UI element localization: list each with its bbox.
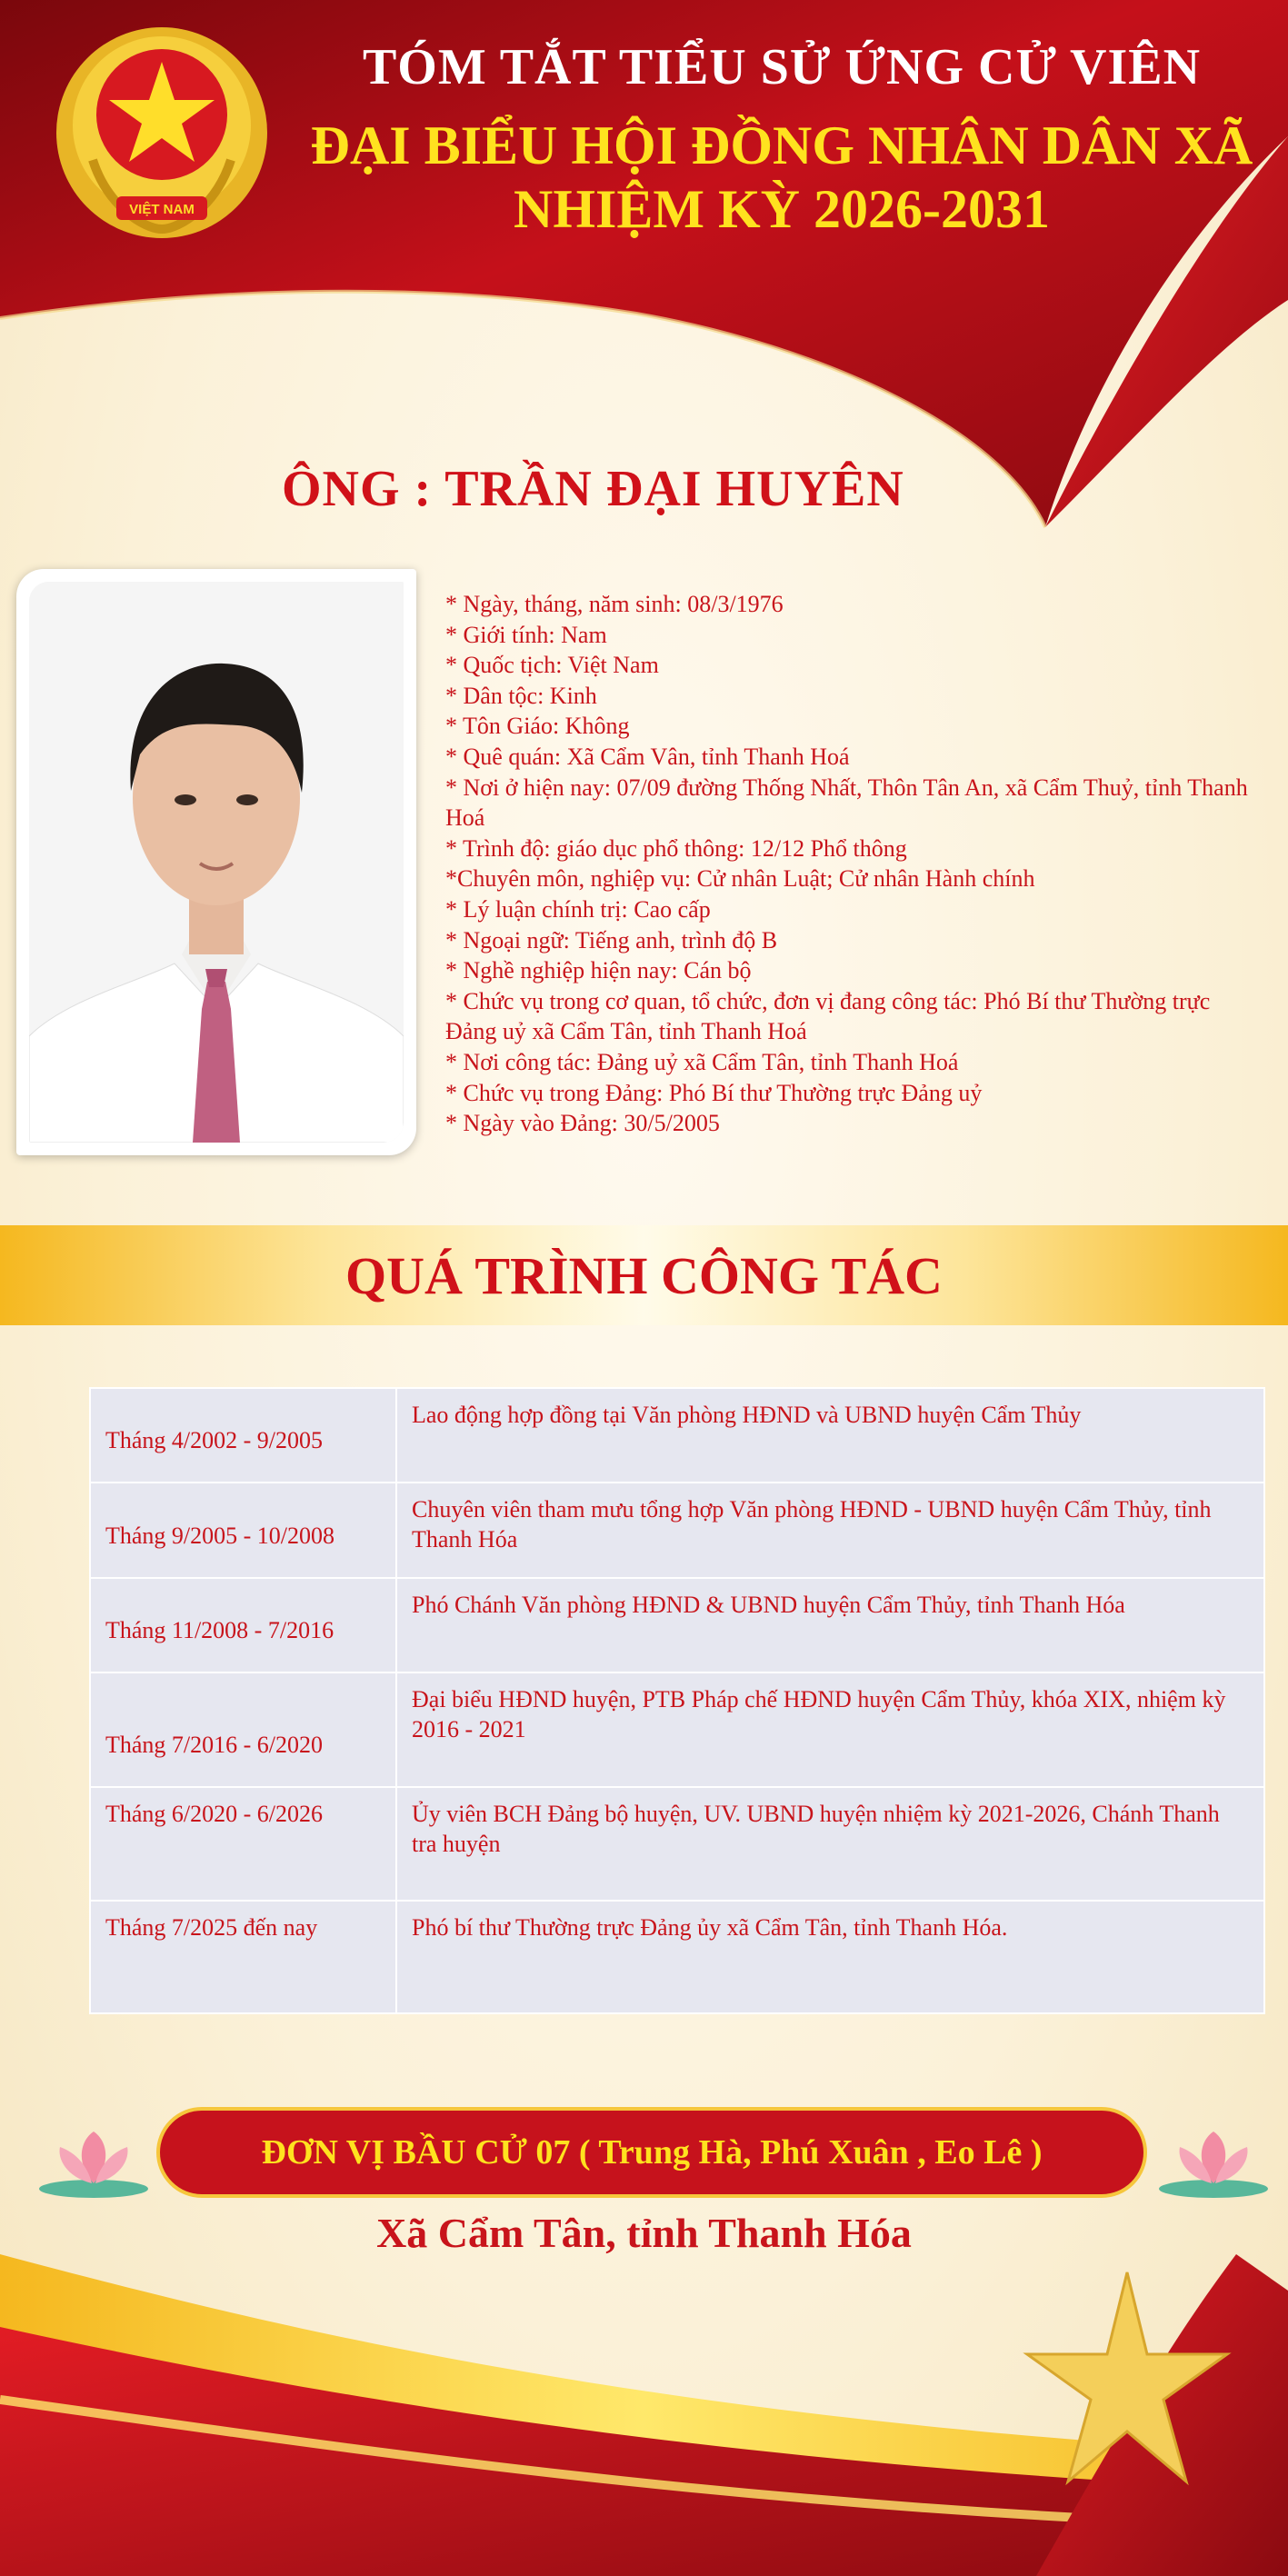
info-gender: * Giới tính: Nam — [445, 621, 607, 648]
description-cell: Đại biểu HĐND huyện, PTB Pháp chế HĐND huyện Cẩm Thủy, khóa XIX, nhiệm kỳ 2016 - 2021 — [396, 1672, 1264, 1787]
table-row — [90, 1388, 1264, 1483]
description-cell: Phó bí thư Thường trực Đảng ủy xã Cẩm Tân, tỉnh Thanh Hóa. — [396, 1901, 1264, 2013]
lotus-right-icon — [1154, 2127, 1273, 2200]
emblem-text: VIỆT NAM — [129, 202, 195, 217]
info-education: * Trình độ: giáo dục phổ thông: 12/12 Phổ thông — [445, 834, 907, 862]
period-cell: Tháng 9/2005 - 10/2008 — [90, 1483, 396, 1578]
info-residence: * Nơi ở hiện nay: 07/09 đường Thống Nhất, Thôn Tân An, xã Cẩm Thuỷ, tỉnh Thanh Hoá — [445, 774, 1248, 832]
candidate-info — [445, 589, 1263, 1139]
period-cell: Tháng 11/2008 - 7/2016 — [90, 1578, 396, 1672]
info-ethnicity: * Dân tộc: Kinh — [445, 682, 597, 709]
info-party-position: * Chức vụ trong Đảng: Phó Bí thư Thường trực Đảng uỷ — [445, 1079, 983, 1106]
header-title-line-3: NHIỆM KỲ 2026-2031 — [514, 179, 1050, 239]
period-cell: Tháng 4/2002 - 9/2005 — [90, 1388, 396, 1483]
header-title-line-1: TÓM TẮT TIỂU SỬ ỨNG CỬ VIÊN — [362, 39, 1202, 95]
info-religion: * Tôn Giáo: Không — [445, 713, 630, 740]
description-cell: Phó Chánh Văn phòng HĐND & UBND huyện Cẩm Thủy, tỉnh Thanh Hóa — [396, 1578, 1264, 1672]
period-cell: Tháng 7/2016 - 6/2020 — [90, 1672, 396, 1787]
portrait-frame — [16, 569, 416, 1155]
info-nationality: * Quốc tịch: Việt Nam — [445, 652, 659, 679]
info-position: * Chức vụ trong cơ quan, tổ chức, đơn vị đang công tác: Phó Bí thư Thường trực Đảng uỷ xã Cẩm Tân, tỉnh Thanh Hoá — [445, 987, 1211, 1045]
description-cell: Chuyên viên tham mưu tổng hợp Văn phòng HĐND - UBND huyện Cẩm Thủy, tỉnh Thanh Hóa — [396, 1483, 1264, 1578]
table-row — [90, 1787, 1264, 1901]
period-cell: Tháng 6/2020 - 6/2026 — [90, 1787, 396, 1901]
table-row — [90, 1901, 1264, 2013]
table-row — [90, 1672, 1264, 1787]
election-unit-badge: ĐƠN VỊ BẦU CỬ 07 ( Trung Hà, Phú Xuân , Eo Lê ) — [156, 2107, 1147, 2198]
header-title-line-2: ĐẠI BIỂU HỘI ĐỒNG NHÂN DÂN XÃ — [310, 115, 1253, 175]
footer-flag-decoration — [0, 2218, 1288, 2576]
candidate-photo — [29, 582, 404, 1143]
info-political-theory: * Lý luận chính trị: Cao cấp — [445, 895, 711, 923]
info-foreign-language: * Ngoại ngữ: Tiếng anh, trình độ B — [445, 926, 778, 954]
description-cell: Ủy viên BCH Đảng bộ huyện, UV. UBND huyện nhiệm kỳ 2021-2026, Chánh Thanh tra huyện — [396, 1787, 1264, 1901]
info-party-join-date: * Ngày vào Đảng: 30/5/2005 — [445, 1110, 720, 1137]
commune-name: Xã Cẩm Tân, tỉnh Thanh Hóa — [376, 2210, 912, 2256]
info-occupation: * Nghề nghiệp hiện nay: Cán bộ — [445, 957, 752, 984]
table-row — [90, 1483, 1264, 1578]
vietnam-national-emblem-icon — [53, 24, 271, 242]
info-birth-date: * Ngày, tháng, năm sinh: 08/3/1976 — [445, 591, 784, 617]
work-history-table — [89, 1387, 1265, 2014]
table-row — [90, 1578, 1264, 1672]
description-cell: Lao động hợp đồng tại Văn phòng HĐND và UBND huyện Cẩm Thủy — [396, 1388, 1264, 1483]
section-title: QUÁ TRÌNH CÔNG TÁC — [345, 1246, 943, 1305]
candidate-name: ÔNG : TRẦN ĐẠI HUYÊN — [282, 461, 904, 517]
info-hometown: * Quê quán: Xã Cẩm Vân, tỉnh Thanh Hoá — [445, 743, 850, 770]
info-specialty: *Chuyên môn, nghiệp vụ: Cử nhân Luật; Cử nhân Hành chính — [445, 865, 1035, 893]
lotus-left-icon — [35, 2127, 153, 2200]
period-cell: Tháng 7/2025 đến nay — [90, 1901, 396, 2013]
info-workplace: * Nơi công tác: Đảng uỷ xã Cẩm Tân, tỉnh Thanh Hoá — [445, 1048, 959, 1075]
